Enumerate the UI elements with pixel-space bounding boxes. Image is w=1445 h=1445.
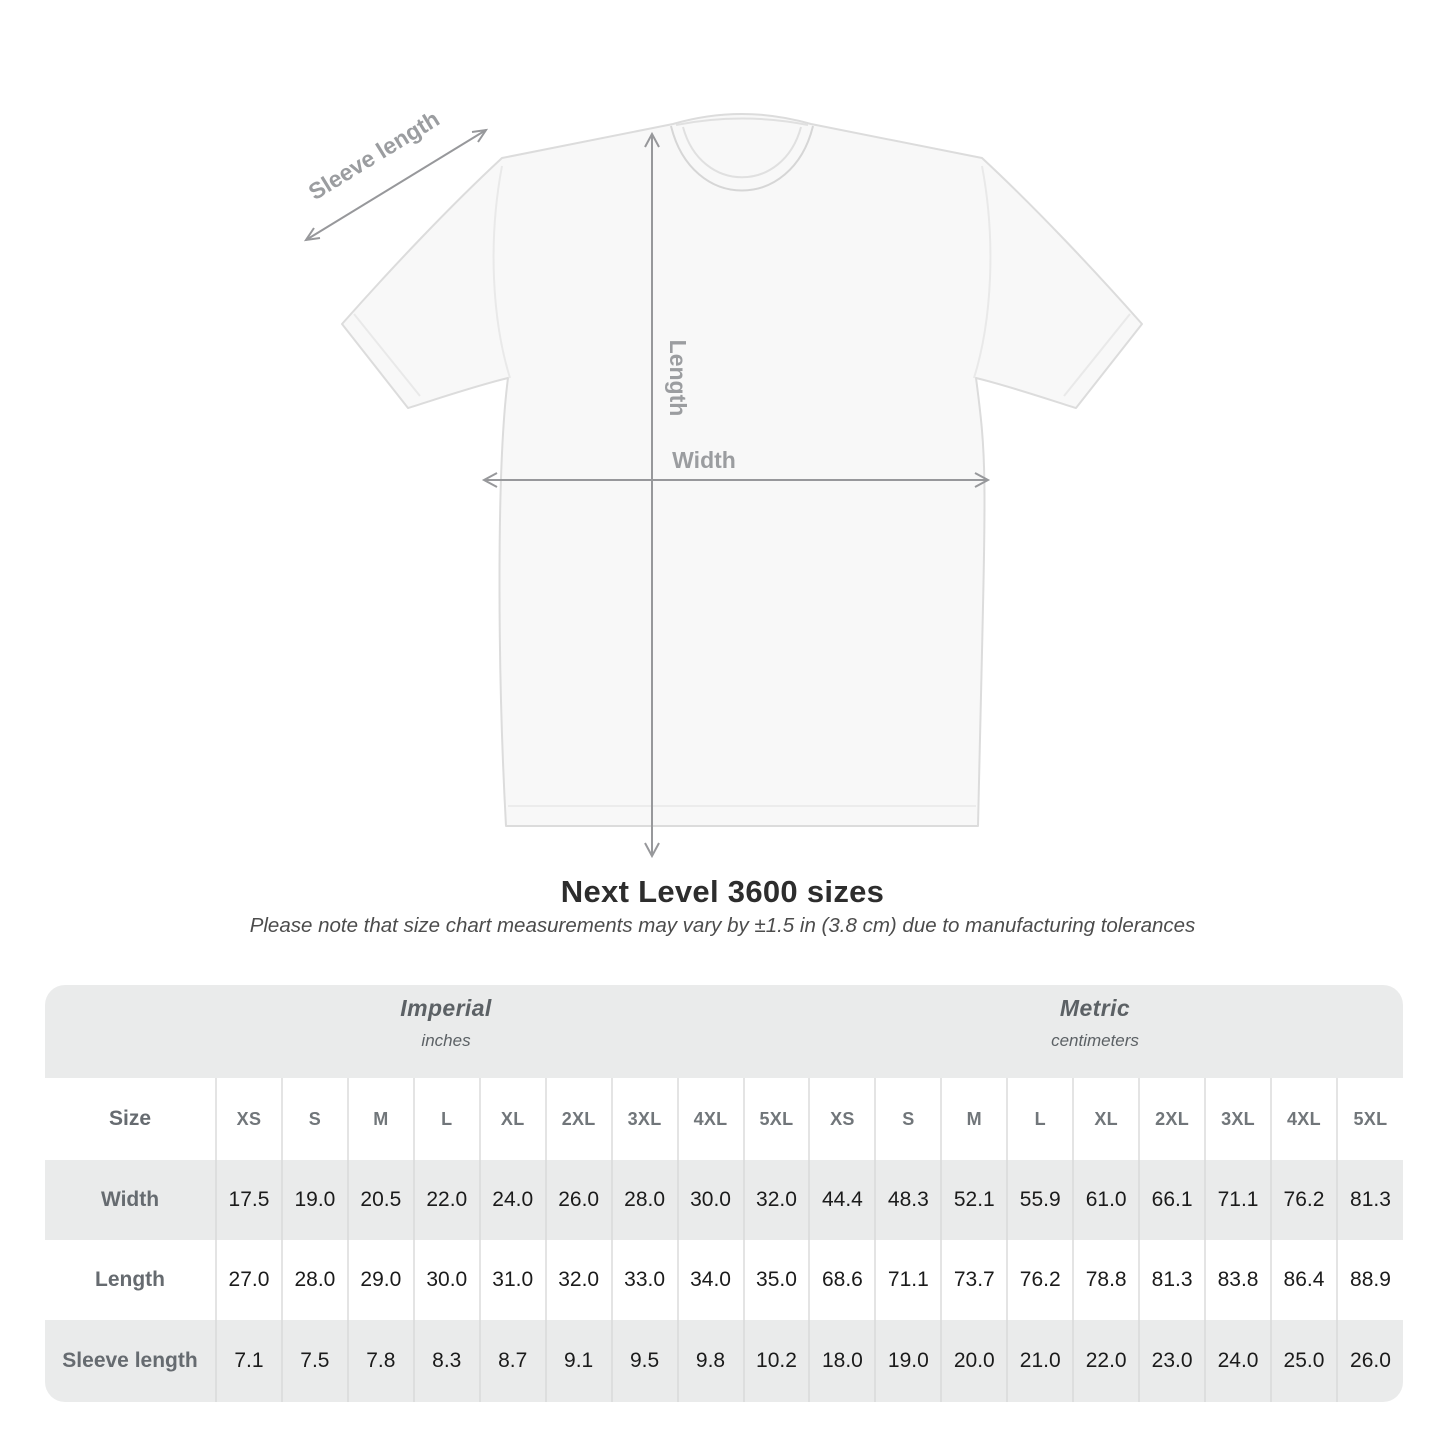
sleeve-imperial-4xl: 9.8 <box>678 1320 744 1402</box>
length-metric-3xl: 83.8 <box>1205 1240 1271 1320</box>
page-title: Next Level 3600 sizes <box>560 874 885 909</box>
col-header-imperial-3xl: 3XL <box>612 1078 678 1160</box>
width-metric-xl: 61.0 <box>1073 1160 1139 1240</box>
width-metric-4xl: 76.2 <box>1271 1160 1337 1240</box>
size-header-row <box>45 1078 1403 1160</box>
sleeve-metric-xs: 18.0 <box>809 1320 875 1402</box>
unit-band <box>45 985 1403 1078</box>
sleeve-imperial-5xl: 10.2 <box>744 1320 810 1402</box>
length-metric-4xl: 86.4 <box>1271 1240 1337 1320</box>
metric-group <box>1051 995 1139 1051</box>
metric-label: Metric <box>1059 995 1131 1021</box>
sleeve-imperial-3xl: 9.5 <box>612 1320 678 1402</box>
col-header-metric-l: L <box>1007 1078 1073 1160</box>
col-header-metric-3xl: 3XL <box>1205 1078 1271 1160</box>
length-imperial-3xl: 33.0 <box>612 1240 678 1320</box>
sleeve-metric-l: 21.0 <box>1007 1320 1073 1402</box>
col-header-metric-5xl: 5XL <box>1337 1078 1403 1160</box>
col-header-imperial-xs: XS <box>216 1078 282 1160</box>
sleeve-imperial-2xl: 9.1 <box>546 1320 612 1402</box>
length-imperial-2xl: 32.0 <box>546 1240 612 1320</box>
width-imperial-xl: 24.0 <box>480 1160 546 1240</box>
length-row-label: Length <box>45 1240 216 1320</box>
sleeve-imperial-xl: 8.7 <box>480 1320 546 1402</box>
metric-unit: centimeters <box>1051 1031 1139 1050</box>
length-imperial-m: 29.0 <box>348 1240 414 1320</box>
col-header-metric-m: M <box>941 1078 1007 1160</box>
sleeve-length-label: Sleeve length <box>303 105 444 206</box>
col-header-metric-xs: XS <box>809 1078 875 1160</box>
sleeve-metric-s: 19.0 <box>875 1320 941 1402</box>
width-imperial-m: 20.5 <box>348 1160 414 1240</box>
width-imperial-s: 19.0 <box>282 1160 348 1240</box>
sleeve-imperial-m: 7.8 <box>348 1320 414 1402</box>
imperial-unit: inches <box>421 1031 471 1050</box>
sleeve-length-row <box>45 1320 1403 1402</box>
sleeve-metric-3xl: 24.0 <box>1205 1320 1271 1402</box>
width-metric-xs: 44.4 <box>809 1160 875 1240</box>
width-imperial-2xl: 26.0 <box>546 1160 612 1240</box>
col-header-imperial-4xl: 4XL <box>678 1078 744 1160</box>
sleeve-imperial-l: 8.3 <box>414 1320 480 1402</box>
width-metric-5xl: 81.3 <box>1337 1160 1403 1240</box>
length-imperial-4xl: 34.0 <box>678 1240 744 1320</box>
width-row-label: Width <box>45 1160 216 1240</box>
col-header-metric-s: S <box>875 1078 941 1160</box>
length-imperial-s: 28.0 <box>282 1240 348 1320</box>
col-header-metric-4xl: 4XL <box>1271 1078 1337 1160</box>
col-header-imperial-m: M <box>348 1078 414 1160</box>
width-imperial-xs: 17.5 <box>216 1160 282 1240</box>
sleeve-metric-xl: 22.0 <box>1073 1320 1139 1402</box>
length-metric-l: 76.2 <box>1007 1240 1073 1320</box>
sleeve-metric-4xl: 25.0 <box>1271 1320 1337 1402</box>
width-metric-m: 52.1 <box>941 1160 1007 1240</box>
sleeve-row-label: Sleeve length <box>45 1320 216 1402</box>
sleeve-imperial-xs: 7.1 <box>216 1320 282 1402</box>
tolerance-note: Please note that size chart measurements may vary by ±1.5 in (3.8 cm) due to manufacturing tolerances <box>249 914 1196 937</box>
sleeve-metric-m: 20.0 <box>941 1320 1007 1402</box>
length-imperial-l: 30.0 <box>414 1240 480 1320</box>
length-label: Length <box>665 339 691 417</box>
width-imperial-l: 22.0 <box>414 1160 480 1240</box>
width-label: Width <box>672 447 736 473</box>
size-table <box>45 1078 1403 1402</box>
sleeve-metric-5xl: 26.0 <box>1337 1320 1403 1402</box>
width-metric-s: 48.3 <box>875 1160 941 1240</box>
length-metric-5xl: 88.9 <box>1337 1240 1403 1320</box>
length-imperial-xl: 31.0 <box>480 1240 546 1320</box>
imperial-label: Imperial <box>400 995 492 1021</box>
tshirt-body <box>342 114 1142 826</box>
col-header-imperial-s: S <box>282 1078 348 1160</box>
length-imperial-xs: 27.0 <box>216 1240 282 1320</box>
col-header-imperial-2xl: 2XL <box>546 1078 612 1160</box>
length-imperial-5xl: 35.0 <box>744 1240 810 1320</box>
col-header-imperial-l: L <box>414 1078 480 1160</box>
width-imperial-3xl: 28.0 <box>612 1160 678 1240</box>
sleeve-metric-2xl: 23.0 <box>1139 1320 1205 1402</box>
width-metric-2xl: 66.1 <box>1139 1160 1205 1240</box>
width-metric-3xl: 71.1 <box>1205 1160 1271 1240</box>
col-header-imperial-xl: XL <box>480 1078 546 1160</box>
width-metric-l: 55.9 <box>1007 1160 1073 1240</box>
length-metric-m: 73.7 <box>941 1240 1007 1320</box>
col-header-imperial-5xl: 5XL <box>744 1078 810 1160</box>
length-metric-xl: 78.8 <box>1073 1240 1139 1320</box>
col-header-metric-xl: XL <box>1073 1078 1139 1160</box>
length-metric-2xl: 81.3 <box>1139 1240 1205 1320</box>
length-metric-xs: 68.6 <box>809 1240 875 1320</box>
width-row <box>45 1160 1403 1240</box>
sleeve-imperial-s: 7.5 <box>282 1320 348 1402</box>
imperial-group <box>400 995 491 1051</box>
tshirt-graphic <box>342 114 1142 826</box>
length-row <box>45 1240 1403 1320</box>
width-imperial-4xl: 30.0 <box>678 1160 744 1240</box>
width-imperial-5xl: 32.0 <box>744 1160 810 1240</box>
length-metric-s: 71.1 <box>875 1240 941 1320</box>
size-table-card <box>45 985 1403 1402</box>
col-header-metric-2xl: 2XL <box>1139 1078 1205 1160</box>
size-row-label: Size <box>45 1078 216 1160</box>
